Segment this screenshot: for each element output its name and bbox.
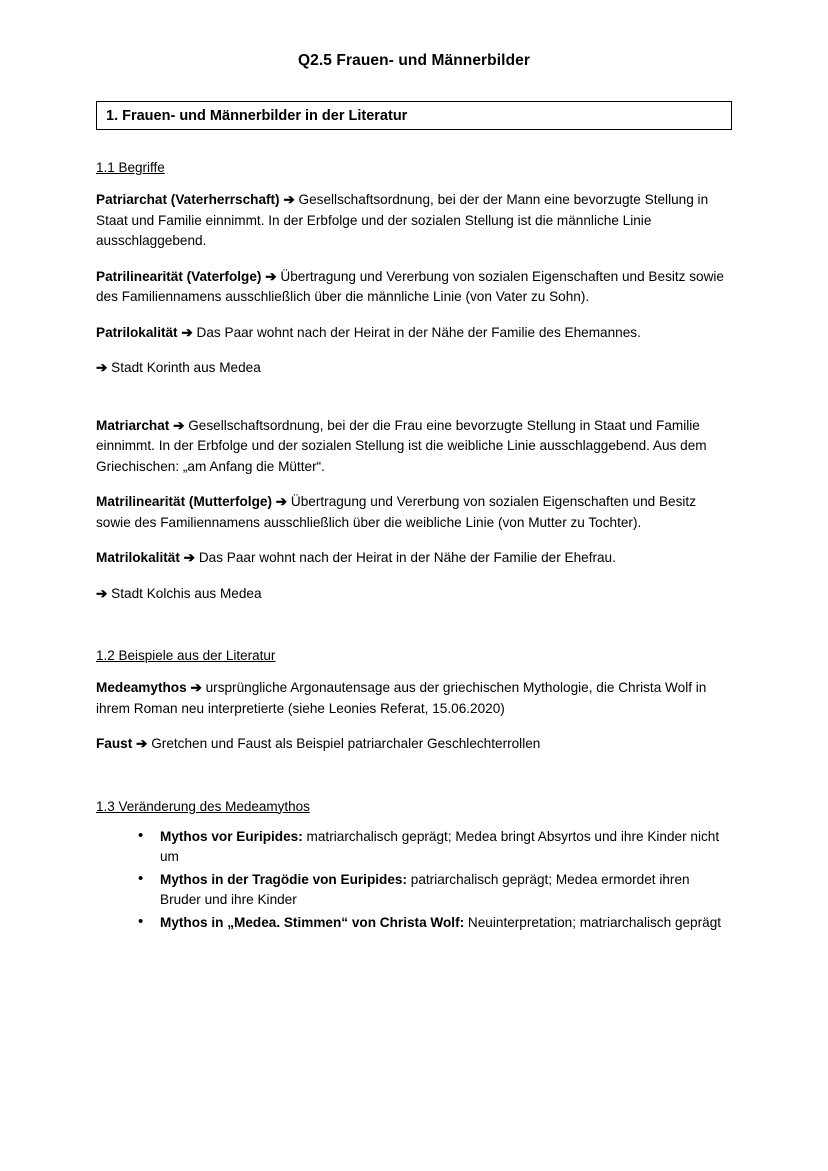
example-paragraph bbox=[96, 678, 732, 719]
term-paragraph bbox=[96, 323, 732, 344]
term-label: Patrilokalität bbox=[96, 324, 178, 340]
term-paragraph bbox=[96, 267, 732, 308]
subheading-1-2: 1.2 Beispiele aus der Literatur bbox=[96, 648, 276, 663]
spacer bbox=[96, 379, 732, 401]
list-item bbox=[138, 913, 732, 934]
list-item bbox=[138, 870, 732, 911]
term-label: Matrilinearität (Mutterfolge) bbox=[96, 494, 272, 509]
note-text: Stadt Korinth aus Medea bbox=[111, 360, 261, 375]
term-paragraph bbox=[96, 548, 732, 569]
example-definition: ursprüngliche Argonautensage aus der griechischen Mythologie, die Christa Wolf in ihrem Roman neu interpretierte (siehe Leonies Referat, 15.06.2020) bbox=[96, 680, 707, 716]
term-definition: Gesellschaftsordnung, bei der die Frau eine bevorzugte Stellung in Staat und Familie einnimmt. In der Erbfolge und der sozialen Stellung ist die weibliche Linie ausschlaggebend. Aus dem Griechischen: „am Anfang die Mütter“. bbox=[96, 417, 707, 474]
note-paragraph bbox=[96, 584, 732, 605]
list-item-text: patriarchalisch geprägt; Medea ermordet ihren Bruder und ihre Kinder bbox=[160, 871, 690, 907]
section-heading-box bbox=[96, 101, 732, 130]
list-item bbox=[138, 827, 732, 868]
arrow-icon: ➔ bbox=[183, 550, 196, 565]
arrow-icon: ➔ bbox=[96, 360, 108, 375]
example-label: Medeamythos bbox=[96, 680, 187, 695]
list-item-label: Mythos in „Medea. Stimmen“ von Christa Wolf: bbox=[160, 914, 465, 930]
arrow-icon: ➔ bbox=[136, 736, 148, 751]
spacer bbox=[96, 755, 732, 769]
arrow-icon: ➔ bbox=[265, 268, 277, 284]
list-item-text: matriarchalisch geprägt; Medea bringt Absyrtos und ihre Kinder nicht um bbox=[160, 828, 720, 864]
arrow-icon: ➔ bbox=[190, 680, 202, 695]
term-label: Patriarchat (Vaterherrschaft) bbox=[96, 192, 280, 207]
term-label: Patrilinearität (Vaterfolge) bbox=[96, 268, 262, 284]
term-paragraph bbox=[96, 190, 732, 252]
term-paragraph bbox=[96, 492, 732, 533]
term-definition: Übertragung und Vererbung von sozialen Eigenschaften und Besitz sowie des Familiennamens ausschließlich über die männliche Linie (von Vater zu Sohn). bbox=[96, 268, 724, 304]
list-item-label: Mythos vor Euripides: bbox=[160, 828, 303, 844]
term-label: Matriarchat bbox=[96, 417, 170, 433]
myth-changes-list bbox=[96, 827, 732, 934]
list-item-text: Neuinterpretation; matriarchalisch geprägt bbox=[467, 914, 722, 930]
arrow-icon: ➔ bbox=[181, 324, 193, 340]
spacer bbox=[96, 604, 732, 618]
arrow-icon: ➔ bbox=[275, 494, 288, 509]
arrow-icon: ➔ bbox=[96, 585, 108, 601]
term-definition: Das Paar wohnt nach der Heirat in der Nähe der Familie der Ehefrau. bbox=[198, 550, 616, 565]
example-label: Faust bbox=[96, 736, 133, 751]
arrow-icon: ➔ bbox=[173, 417, 185, 433]
arrow-icon: ➔ bbox=[283, 192, 295, 207]
section-heading-label: 1. Frauen- und Männerbilder in der Literatur bbox=[106, 107, 408, 124]
page-title: Q2.5 Frauen- und Männerbilder bbox=[298, 52, 530, 69]
subheading-1-3: 1.3 Veränderung des Medeamythos bbox=[96, 798, 310, 814]
term-definition: Gesellschaftsordnung, bei der der Mann eine bevorzugte Stellung in Staat und Familie einnimmt. In der Erbfolge und der sozialen Stellung ist die männliche Linie ausschlaggebend. bbox=[96, 192, 709, 248]
example-definition: Gretchen und Faust als Beispiel patriarchaler Geschlechterrollen bbox=[151, 736, 541, 751]
term-paragraph bbox=[96, 416, 732, 478]
example-paragraph bbox=[96, 734, 732, 755]
note-paragraph bbox=[96, 358, 732, 379]
subheading-1-1: 1.1 Begriffe bbox=[96, 160, 165, 175]
note-text: Stadt Kolchis aus Medea bbox=[111, 585, 262, 601]
term-label: Matrilokalität bbox=[96, 550, 180, 565]
term-definition: Das Paar wohnt nach der Heirat in der Nähe der Familie des Ehemannes. bbox=[196, 324, 641, 340]
term-definition: Übertragung und Vererbung von sozialen Eigenschaften und Besitz sowie des Familiennamens ausschließlich über die weibliche Linie (von Mutter zu Tochter). bbox=[96, 494, 696, 530]
list-item-label: Mythos in der Tragödie von Euripides: bbox=[160, 871, 407, 887]
